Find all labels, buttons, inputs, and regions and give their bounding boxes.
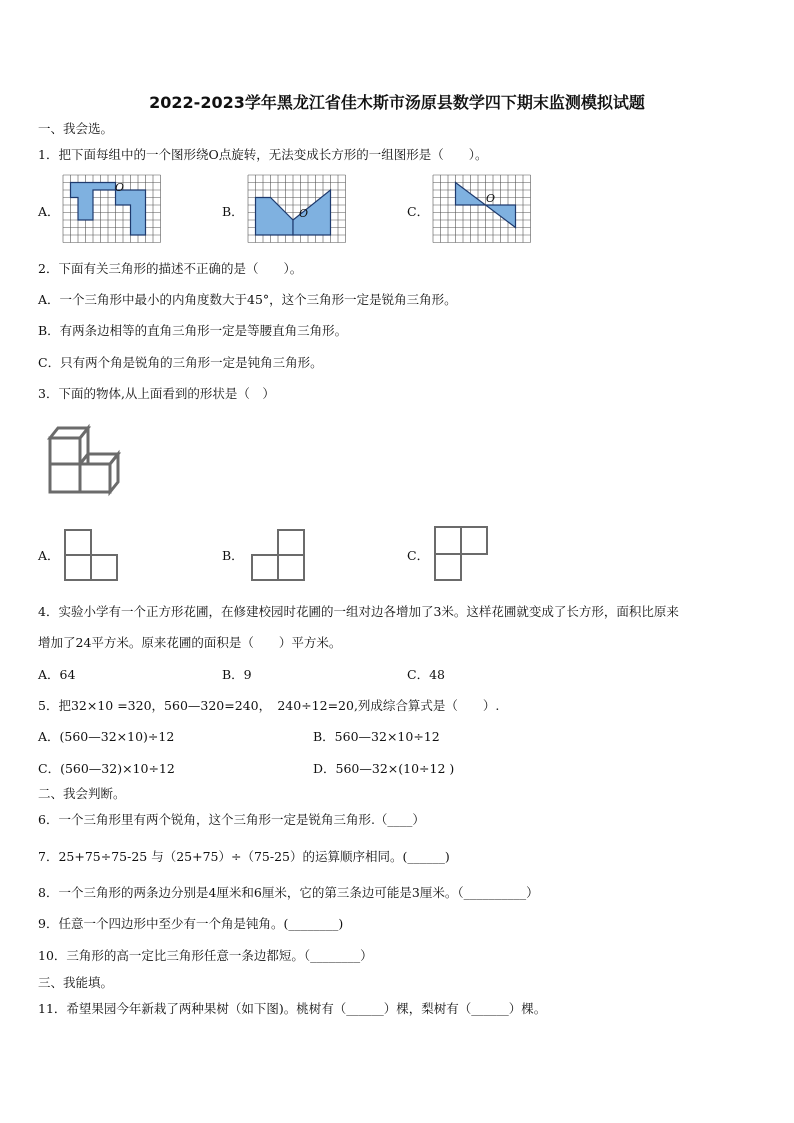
section-heading-judge: 二、我会判断。 — [38, 786, 126, 801]
q3-option-a-shape — [63, 528, 119, 582]
q5-option-a: A．(560—32×10)÷12 — [38, 729, 175, 744]
section-heading-choice: 一、我会选。 — [38, 121, 114, 136]
q1-figure-c-grid — [433, 175, 537, 245]
question-4-line-2: 增加了24平方米。原来花圃的面积是（ ）平方米。 — [38, 635, 342, 650]
q2-option-a: A．一个三角形中最小的内角度数大于45°，这个三角形一定是锐角三角形。 — [38, 292, 457, 307]
q5-option-d: D．560—32×(10÷12 ) — [313, 761, 455, 776]
question-5-stem: 5．把32×10 =320，560—320=240， 240÷12=20,列成综合算式是（ ）. — [38, 698, 500, 713]
q4-option-c: C．48 — [407, 667, 445, 682]
q1-b-left-piece — [256, 198, 294, 236]
question-1-stem: 1．把下面每组中的一个图形绕O点旋转，无法变成长方形的一组图形是（ ）。 — [38, 147, 488, 162]
q5-option-c: C．(560—32)×10÷12 — [38, 761, 175, 776]
q3-option-c-label: C． — [407, 548, 430, 563]
question-8: 8．一个三角形的两条边分别是4厘米和6厘米，它的第三条边可能是3厘米。（__________） — [38, 885, 539, 900]
page-title: 2022-2023学年黑龙江省佳木斯市汤原县数学四下期末监测模拟试题 — [149, 93, 645, 112]
q3-option-c-shape — [433, 524, 491, 582]
q1-c-o-label: O — [486, 192, 496, 205]
q3-option-b-shape — [249, 528, 307, 582]
q1-a-left-piece — [71, 183, 116, 221]
question-10: 10．三角形的高一定比三角形任意一条边都短。（________） — [38, 948, 373, 963]
q4-option-b: B．9 — [222, 667, 252, 682]
q3-option-b-label: B． — [222, 548, 244, 563]
q1-option-a-label: A． — [38, 204, 60, 219]
q4-option-a: A．64 — [38, 667, 76, 682]
q2-option-c: C．只有两个角是锐角的三角形一定是钝角三角形。 — [38, 355, 323, 370]
question-4-line-1: 4．实验小学有一个正方形花圃，在修建校园时花圃的一组对边各增加了3米。这样花圃就变成了长方形，面积比原来 — [38, 604, 679, 619]
question-11: 11．希望果园今年新栽了两种果树（如下图)。桃树有（______）棵，梨树有（______）棵。 — [38, 1001, 547, 1016]
q1-b-o-label: O — [299, 207, 309, 220]
section-heading-fill: 三、我能填。 — [38, 975, 114, 990]
q3-cube-stack-figure — [45, 422, 135, 498]
q3-option-a-label: A． — [38, 548, 60, 563]
q1-a-o-label: O — [115, 181, 125, 194]
q5-option-b: B．560—32×10÷12 — [313, 729, 440, 744]
question-9: 9．任意一个四边形中至少有一个角是钝角。(________) — [38, 916, 344, 931]
question-2-stem: 2．下面有关三角形的描述不正确的是（ ）。 — [38, 261, 303, 276]
question-6: 6．一个三角形里有两个锐角，这个三角形一定是锐角三角形.（____） — [38, 812, 425, 827]
q1-option-b-label: B． — [222, 204, 244, 219]
question-3-stem: 3．下面的物体,从上面看到的形状是（ ） — [38, 386, 275, 401]
q1-option-c-label: C． — [407, 204, 430, 219]
q2-option-b: B．有两条边相等的直角三角形一定是等腰直角三角形。 — [38, 323, 348, 338]
question-7: 7．25+75÷75-25 与（25+75）÷（75-25）的运算顺序相同。(______) — [38, 849, 450, 864]
